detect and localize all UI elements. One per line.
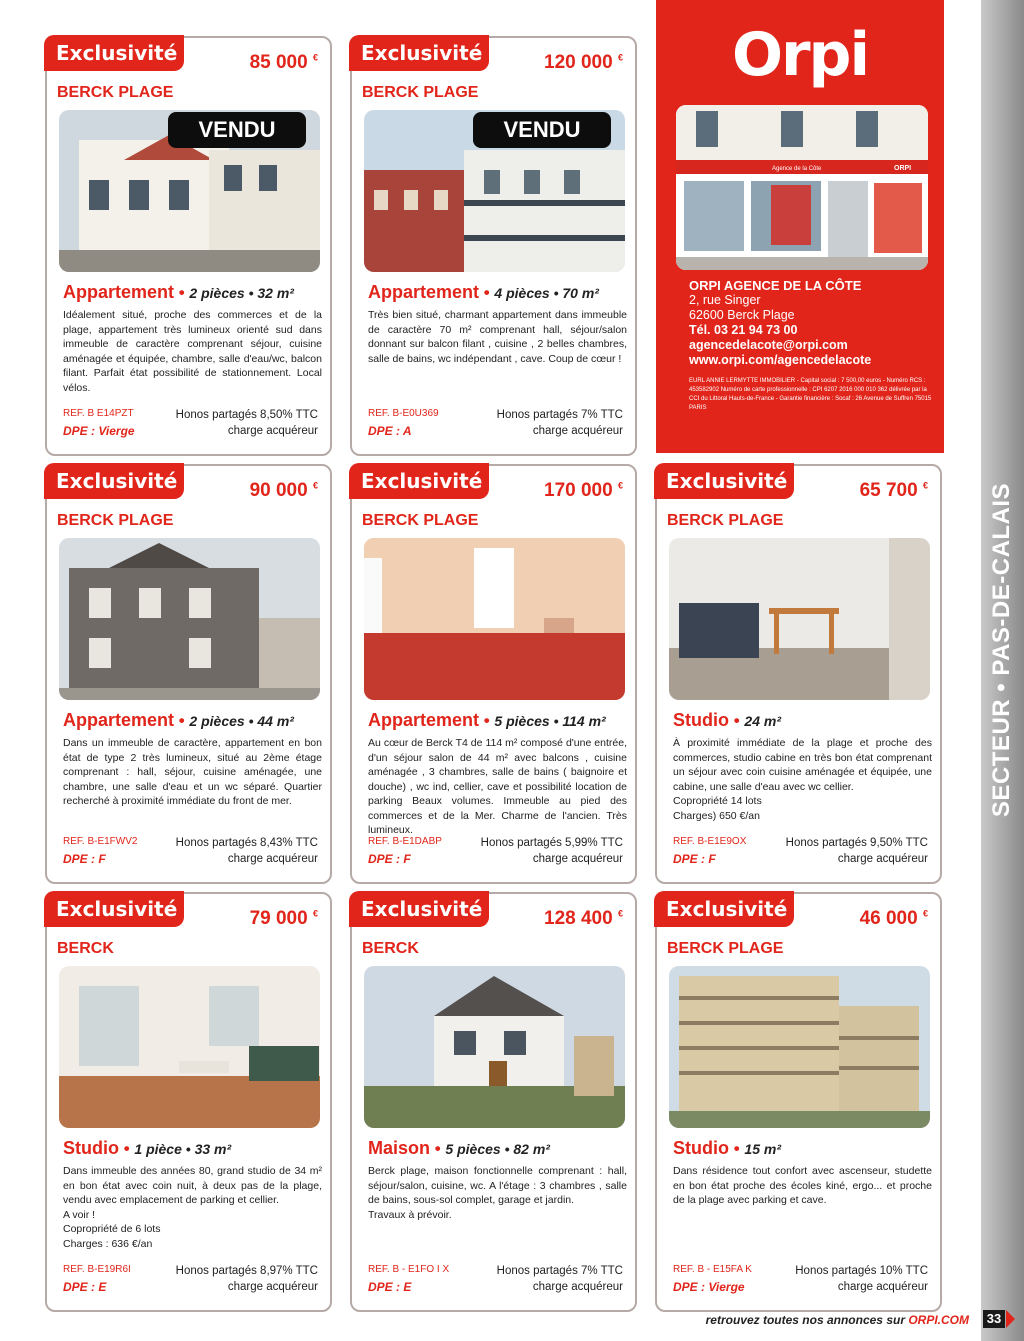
- listing-price: [544, 480, 623, 502]
- agency-phone[interactable]: Tél. 03 21 94 73 00: [689, 323, 798, 337]
- description-line: Copropriété de 6 lots: [63, 1223, 161, 1235]
- listing-heading: [368, 710, 630, 731]
- listing-dpe: DPE : F: [368, 852, 411, 866]
- agency-photo: [676, 105, 928, 270]
- property-image: [364, 538, 625, 700]
- listing-dpe: DPE : E: [368, 1280, 412, 1294]
- listing-reference: REF. B-E19R6I: [63, 1264, 131, 1275]
- listing-card[interactable]: [350, 36, 637, 456]
- heading-separator: •: [729, 1139, 745, 1158]
- listing-card[interactable]: [350, 464, 637, 884]
- listing-dpe: DPE : Vierge: [673, 1280, 745, 1294]
- heading-separator: •: [479, 283, 495, 302]
- property-type: Appartement: [368, 282, 480, 302]
- fees-payer: charge acquéreur: [837, 1280, 928, 1293]
- listing-description: [673, 736, 932, 823]
- fees-rate: Honos partagés 5,99% TTC: [480, 837, 623, 849]
- page-arrow-icon: [1006, 1310, 1015, 1328]
- listing-photo[interactable]: [669, 538, 930, 700]
- listing-description: [63, 308, 322, 395]
- heading-separator: •: [119, 1139, 135, 1158]
- price-value: 170 000: [544, 480, 613, 501]
- property-type: Appartement: [368, 710, 480, 730]
- listing-dpe: DPE : F: [63, 852, 106, 866]
- fees-payer: charge acquéreur: [227, 424, 318, 437]
- description-line: Travaux à prévoir.: [368, 1208, 452, 1221]
- sold-badge: VENDU: [473, 112, 611, 148]
- listing-card[interactable]: [350, 892, 637, 1312]
- exclusive-badge: Exclusivité: [44, 35, 184, 71]
- listing-city: BERCK PLAGE: [667, 512, 784, 529]
- listing-photo[interactable]: [669, 966, 930, 1128]
- footer-note: [706, 1313, 969, 1327]
- listing-photo[interactable]: [364, 966, 625, 1128]
- description-line: Dans résidence tout confort avec ascenseur, studette en bon état proche des écoles kiné, ergo... et proche de la plage avec parking et cave.: [673, 1165, 932, 1206]
- listing-dpe: DPE : A: [368, 424, 412, 438]
- fees-payer: charge acquéreur: [532, 1280, 623, 1293]
- heading-separator: •: [174, 283, 190, 302]
- listing-card[interactable]: [655, 892, 942, 1312]
- property-type: Appartement: [63, 282, 175, 302]
- fees-rate: Honos partagés 8,50% TTC: [175, 409, 318, 421]
- listing-fees: [176, 836, 318, 867]
- description-line: À proximité immédiate de la plage et proche des commerces, studio cabine en très bon état comprenant un séjour avec coin cuisine aménagée et équipée, une cabine, une salle d'eau avec wc cellier.: [673, 737, 932, 793]
- property-image: [669, 966, 930, 1128]
- listing-city: BERCK: [57, 940, 114, 957]
- property-type: Studio: [673, 1138, 729, 1158]
- agency-legal: EURL ANNIE LERMYTTE IMMOBILIER - Capital social : 7 500,00 euros - Numéro RCS : 453582902 Numéro de carte professionnelle : CPI 6207 2016 000 010 362 délivrée par la CCI du Littoral Hauts-de-France - Garantie financière : Socaf : 26 Avenue de Suffren 75015 PARIS: [689, 378, 932, 411]
- property-type: Studio: [673, 710, 729, 730]
- listing-city: BERCK PLAGE: [362, 84, 479, 101]
- heading-separator: •: [729, 711, 745, 730]
- heading-separator: •: [174, 711, 190, 730]
- footer-site-link[interactable]: ORPI.COM: [908, 1313, 969, 1327]
- listing-description: [368, 308, 627, 366]
- listing-price: [250, 480, 318, 502]
- listing-fees: [481, 836, 623, 867]
- agency-name: ORPI AGENCE DE LA CÔTE: [689, 278, 862, 293]
- price-value: 90 000: [249, 480, 308, 501]
- property-type: Appartement: [63, 710, 175, 730]
- agency-storefront-image: [676, 105, 928, 270]
- property-meta: 2 pièces • 44 m²: [189, 713, 294, 729]
- listing-description: [368, 1164, 627, 1222]
- listing-city: BERCK PLAGE: [362, 512, 479, 529]
- price-currency: €: [617, 52, 623, 63]
- fees-payer: charge acquéreur: [227, 852, 318, 865]
- price-currency: €: [922, 480, 928, 491]
- listing-price: [544, 52, 623, 74]
- description-line: Au cœur de Berck T4 de 114 m² composé d'une entrée, d'un séjour salon de 44 m² avec balcons , cuisine aménagée , 3 chambres, salle de bains ( baignoire et douche) , wc ind, cellier, cave et possibilité location de parking Beaux volumes. Immeuble au pied des commerces et de la Mer. Charme de l'ancien. Très lumineux.: [368, 737, 627, 836]
- listing-photo[interactable]: [59, 966, 320, 1128]
- description-line: Copropriété 14 lots: [673, 795, 762, 807]
- exclusive-badge: Exclusivité: [654, 891, 794, 927]
- listing-card[interactable]: [45, 464, 332, 884]
- listing-fees: [176, 1264, 318, 1295]
- listing-reference: REF. B - E15FA K: [673, 1264, 752, 1275]
- property-image: [364, 966, 625, 1128]
- exclusive-badge: Exclusivité: [44, 891, 184, 927]
- fees-rate: Honos partagés 8,97% TTC: [175, 1265, 318, 1277]
- description-line: A voir !: [63, 1208, 96, 1221]
- property-meta: 5 pièces • 82 m²: [445, 1141, 550, 1157]
- listing-photo[interactable]: [364, 538, 625, 700]
- listing-fees: [497, 1264, 623, 1295]
- agency-email[interactable]: agencedelacote@orpi.com: [689, 338, 848, 352]
- listing-fees: [795, 1264, 928, 1295]
- listing-description: [673, 1164, 932, 1208]
- listing-card[interactable]: [45, 36, 332, 456]
- sector-label: SECTEUR • PAS-DE-CALAIS: [988, 482, 1015, 818]
- heading-separator: •: [430, 1139, 446, 1158]
- listing-price: [250, 52, 318, 74]
- orpi-logo: Orpi: [731, 20, 869, 90]
- price-currency: €: [617, 480, 623, 491]
- listing-description: [368, 736, 627, 838]
- listing-city: BERCK PLAGE: [667, 940, 784, 957]
- property-meta: 5 pièces • 114 m²: [494, 713, 606, 729]
- description-line: Charges) 650 €/an: [673, 809, 760, 822]
- description-line: Très bien situé, charmant appartement dans immeuble de caractère 70 m² comprenant hall, séjour/salon donnant sur balcon filant , cuisine , 2 belles chambres, salle de bains, wc indépendant , cave. Coup de cœur !: [368, 309, 627, 365]
- exclusive-badge: Exclusivité: [654, 463, 794, 499]
- fees-rate: Honos partagés 7% TTC: [496, 409, 623, 421]
- listing-heading: [63, 282, 325, 303]
- fees-rate: Honos partagés 10% TTC: [795, 1265, 928, 1277]
- listing-dpe: DPE : F: [673, 852, 716, 866]
- price-value: 128 400: [544, 908, 613, 929]
- description-line: Idéalement situé, proche des commerces et de la plage, appartement très lumineux orienté sud dans immeuble de caractère comprenant séjour, cuisine aménagée et équipée, chambre, salle d'eau/wc, balcon filant. Parfait état possibilité de stationnement. Local vélos.: [63, 309, 322, 394]
- listing-heading: [63, 710, 325, 731]
- price-value: 85 000: [249, 52, 308, 73]
- listing-reference: REF. B-E1FWV2: [63, 836, 138, 847]
- listing-description: [63, 1164, 322, 1251]
- listing-reference: REF. B-E1DABP: [368, 836, 442, 847]
- property-type: Maison: [368, 1138, 431, 1158]
- listing-reference: REF. B-E0U369: [368, 408, 439, 419]
- agency-info: [689, 278, 934, 368]
- property-image: [669, 538, 930, 700]
- listing-fees: [176, 408, 318, 439]
- listing-city: BERCK PLAGE: [57, 84, 174, 101]
- property-type: Studio: [63, 1138, 119, 1158]
- listing-heading: [673, 710, 935, 731]
- property-image: [59, 538, 320, 700]
- property-meta: 4 pièces • 70 m²: [494, 285, 599, 301]
- agency-panel: [656, 0, 944, 453]
- fees-rate: Honos partagés 8,43% TTC: [175, 837, 318, 849]
- agency-website[interactable]: www.orpi.com/agencedelacote: [689, 353, 872, 367]
- price-currency: €: [312, 480, 318, 491]
- agency-sign-text: Agence de la Côte: [772, 166, 822, 172]
- description-line: Dans un immeuble de caractère, appartement en bon état de type 2 très lumineux, situé au 2ème étage comprenant : hall, séjour, cuisine aménagée, une chambre, une salle d'eau et un wc séparé. Quartier recherché à proximité immédiate du front de mer.: [63, 737, 322, 807]
- property-meta: 24 m²: [744, 713, 781, 729]
- listing-heading: [63, 1138, 325, 1159]
- description-line: Berck plage, maison fonctionnelle comprenant : hall, séjour/salon, cuisine, wc. A l'étage : 3 chambres , salle de bains, sous-sol complet, garage et jardin.: [368, 1165, 627, 1206]
- listing-heading: [368, 282, 630, 303]
- listing-description: [63, 736, 322, 809]
- exclusive-badge: Exclusivité: [44, 463, 184, 499]
- listing-photo[interactable]: [364, 110, 625, 272]
- listing-photo[interactable]: [59, 538, 320, 700]
- fees-payer: charge acquéreur: [532, 424, 623, 437]
- description-line: Charges : 636 €/an: [63, 1237, 153, 1250]
- listing-heading: [673, 1138, 935, 1159]
- listing-dpe: DPE : Vierge: [63, 424, 135, 438]
- price-value: 79 000: [249, 908, 308, 929]
- listing-dpe: DPE : E: [63, 1280, 107, 1294]
- fees-payer: charge acquéreur: [532, 852, 623, 865]
- listing-price: [544, 908, 623, 930]
- description-line: Dans immeuble des années 80, grand studio de 34 m² en bon état avec coin nuit, à deux pas de la plage, vendu avec emplacement de parking et cellier.: [63, 1165, 322, 1206]
- price-currency: €: [617, 908, 623, 919]
- listing-photo[interactable]: [59, 110, 320, 272]
- price-value: 46 000: [859, 908, 918, 929]
- listing-reference: REF. B E14PZT: [63, 408, 134, 419]
- exclusive-badge: Exclusivité: [349, 35, 489, 71]
- listing-reference: REF. B - E1FO I X: [368, 1264, 450, 1275]
- exclusive-badge: Exclusivité: [349, 463, 489, 499]
- fees-rate: Honos partagés 9,50% TTC: [785, 837, 928, 849]
- page-number: 33: [983, 1310, 1005, 1328]
- price-value: 65 700: [859, 480, 918, 501]
- footer-text: retrouvez toutes nos annonces sur: [705, 1313, 909, 1327]
- agency-address-city: 62600 Berck Plage: [689, 308, 795, 322]
- price-value: 120 000: [544, 52, 613, 73]
- price-currency: €: [312, 908, 318, 919]
- listing-price: [860, 908, 928, 930]
- property-meta: 15 m²: [744, 1141, 781, 1157]
- listing-card[interactable]: [45, 892, 332, 1312]
- listing-fees: [497, 408, 623, 439]
- agency-address-street: 2, rue Singer: [689, 293, 761, 307]
- sold-badge: VENDU: [168, 112, 306, 148]
- fees-payer: charge acquéreur: [837, 852, 928, 865]
- listing-price: [250, 908, 318, 930]
- price-currency: €: [922, 908, 928, 919]
- listing-card[interactable]: [655, 464, 942, 884]
- agency-sign-logo: ORPI: [894, 165, 912, 172]
- heading-separator: •: [479, 711, 495, 730]
- listing-city: BERCK PLAGE: [57, 512, 174, 529]
- exclusive-badge: Exclusivité: [349, 891, 489, 927]
- fees-rate: Honos partagés 7% TTC: [496, 1265, 623, 1277]
- listing-price: [860, 480, 928, 502]
- fees-payer: charge acquéreur: [227, 1280, 318, 1293]
- property-meta: 1 pièce • 33 m²: [134, 1141, 232, 1157]
- property-image: [59, 966, 320, 1128]
- listing-fees: [786, 836, 928, 867]
- price-currency: €: [312, 52, 318, 63]
- listing-city: BERCK: [362, 940, 419, 957]
- listing-heading: [368, 1138, 630, 1159]
- property-meta: 2 pièces • 32 m²: [189, 285, 294, 301]
- listing-reference: REF. B-E1E9OX: [673, 836, 747, 847]
